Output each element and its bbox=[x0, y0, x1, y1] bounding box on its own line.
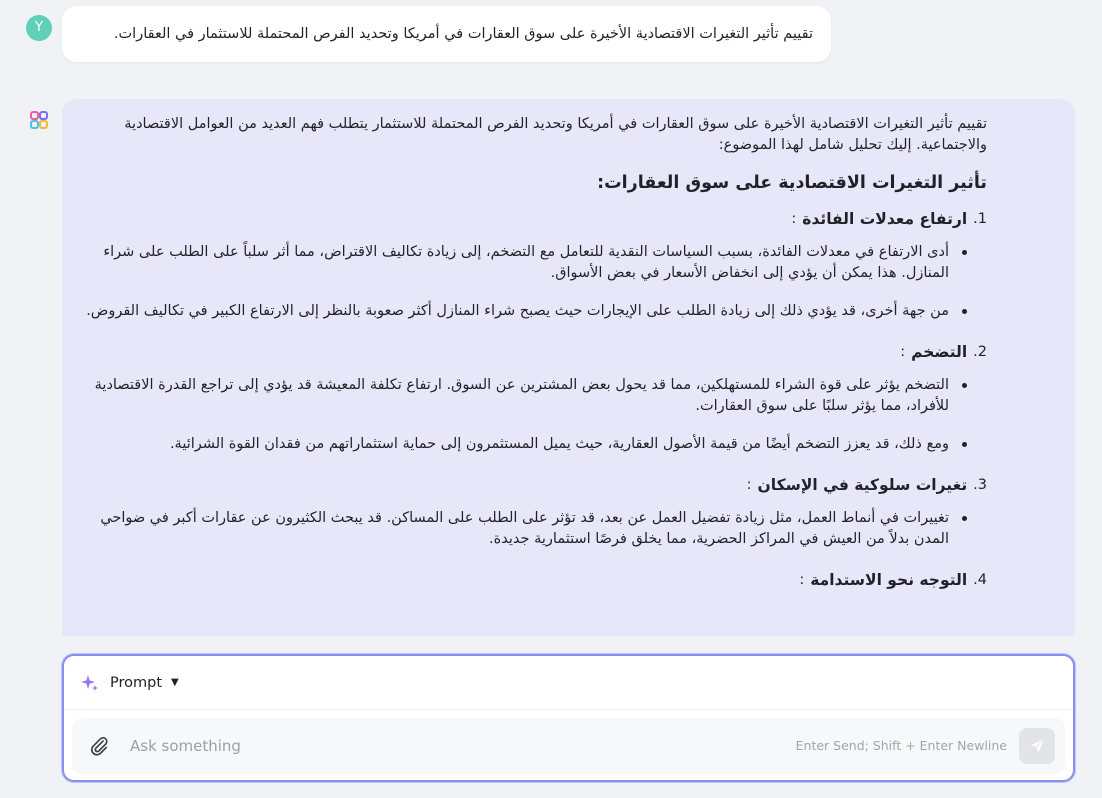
section-1 bbox=[82, 206, 987, 322]
section-title-row bbox=[82, 206, 987, 232]
section-title: التضخم bbox=[911, 342, 968, 361]
section-title: التوجه نحو الاستدامة bbox=[810, 570, 968, 589]
section-number: 3. bbox=[973, 476, 987, 493]
section-number: 4. bbox=[973, 571, 987, 588]
bullet-list bbox=[82, 375, 987, 455]
bullet-list bbox=[82, 508, 987, 550]
list-item: تغييرات في أنماط العمل، مثل زيادة تفضيل العمل عن بعد، قد تؤثر على الطلب على المساكن. قد يبحث الكثيرون عن عقارات أكبر في ضواحي المدن بدلاً من العيش في المراكز الحضرية، مما يخلق فرصًا استثمارية جديدة. bbox=[82, 508, 949, 550]
section-title-row bbox=[82, 339, 987, 365]
prompt-mode-label: Prompt bbox=[110, 674, 163, 691]
prompt-mode-selector[interactable] bbox=[64, 656, 1073, 710]
user-avatar: Y bbox=[26, 15, 52, 41]
send-hint: Enter Send; Shift + Enter Newline bbox=[795, 738, 1007, 753]
section-2 bbox=[82, 339, 987, 455]
section-3 bbox=[82, 472, 987, 550]
message-input[interactable] bbox=[128, 718, 748, 774]
assistant-message bbox=[62, 99, 1075, 636]
section-colon: : bbox=[900, 343, 906, 360]
section-title: تغيرات سلوكية في الإسكان bbox=[757, 475, 968, 494]
section-colon: : bbox=[746, 476, 752, 493]
section-4 bbox=[82, 567, 987, 593]
list-item: من جهة أخرى، قد يؤدي ذلك إلى زيادة الطلب على الإيجارات حيث يصبح شراء المنازل أكثر صعوبة بالنظر إلى الارتفاع الكبير في تكاليف القروض. bbox=[82, 301, 949, 322]
section-number: 2. bbox=[973, 343, 987, 360]
bullet-list bbox=[82, 242, 987, 322]
composer-panel bbox=[62, 654, 1075, 782]
user-message-bubble: تقييم تأثير التغيرات الاقتصادية الأخيرة على سوق العقارات في أمريكا وتحديد الفرص المحتملة للاستثمار في العقارات. bbox=[62, 6, 831, 62]
caret-down-icon: ▼ bbox=[171, 677, 179, 688]
section-title: ارتفاع معدلات الفائدة bbox=[802, 209, 968, 228]
section-title-row bbox=[82, 472, 987, 498]
attachment-icon[interactable] bbox=[88, 735, 110, 757]
send-button[interactable] bbox=[1019, 728, 1055, 764]
send-icon bbox=[1028, 737, 1046, 755]
section-number: 1. bbox=[973, 210, 987, 227]
list-item: التضخم يؤثر على قوة الشراء للمستهلكين، مما قد يحول بعض المشترين عن السوق. ارتفاع تكلفة المعيشة قد يؤدي إلى تراجع القدرة الاقتصادية للأفراد، مما يؤثر سلبًا على سوق العقارات. bbox=[82, 375, 949, 417]
sparkle-icon bbox=[80, 673, 100, 693]
section-title-row bbox=[82, 567, 987, 593]
assistant-message-content bbox=[62, 99, 1075, 593]
list-item: ومع ذلك، قد يعزز التضخم أيضًا من قيمة الأصول العقارية، حيث يميل المستثمرون إلى حماية استثماراتهم من فقدان القوة الشرائية. bbox=[82, 434, 949, 455]
app-logo-icon bbox=[29, 110, 49, 130]
assistant-intro: تقييم تأثير التغيرات الاقتصادية الأخيرة على سوق العقارات في أمريكا وتحديد الفرص المحتملة للاستثمار يتطلب فهم العديد من العوامل الاقتصادية والاجتماعية. إليك تحليل شامل لهذا الموضوع: bbox=[124, 116, 987, 153]
user-message-row bbox=[26, 6, 846, 64]
section-colon: : bbox=[799, 571, 805, 588]
message-input-row bbox=[72, 718, 1065, 774]
assistant-heading: تأثير التغيرات الاقتصادية على سوق العقارات: bbox=[597, 173, 987, 193]
list-item: أدى الارتفاع في معدلات الفائدة، بسبب السياسات النقدية للتعامل مع التضخم، إلى زيادة تكاليف الاقتراض، مما أثر سلباً على الطلب على شراء المنازل. هذا يمكن أن يؤدي إلى انخفاض الأسعار في بعض الأسواق. bbox=[82, 242, 949, 284]
section-colon: : bbox=[791, 210, 797, 227]
